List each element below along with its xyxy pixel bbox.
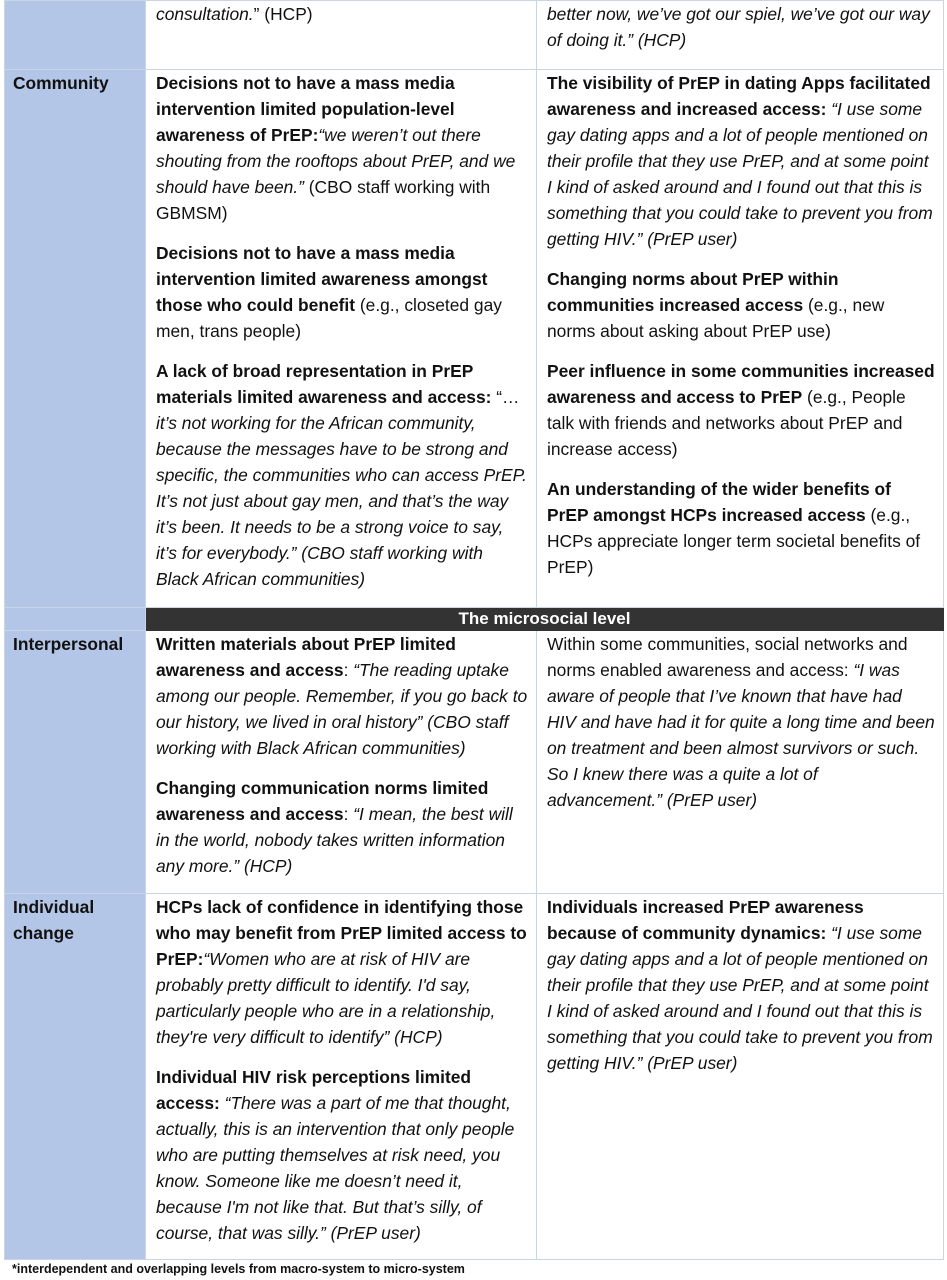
finding-heading: Changing communication norms limited awareness and access [156,778,489,824]
section-band-title: The microsocial level [146,608,944,631]
row-label: Individual change [5,894,146,1260]
quote-text: “I was aware of people that I’ve known that have had HIV and have had it for quite a long time and been on treatment and been almost survivors or such. So I knew there was a quite a lot of advancement.” (PrEP user) [547,660,935,810]
section-band-row [5,608,944,631]
row-label-empty [5,608,146,631]
finding-heading: Individual HIV risk perceptions limited access: [156,1067,472,1113]
example-text: (e.g., new norms about asking about PrEP use) [547,295,885,341]
finding-paragraph [156,358,528,592]
finding-paragraph [547,631,935,813]
finding-heading: The visibility of PrEP in dating Apps facilitated awareness and increased access: [547,73,931,119]
example-text: : [343,660,354,680]
finding-paragraph [156,894,528,1050]
finding-paragraph [156,70,528,226]
finding-text: Within some communities, social networks and norms enabled awareness and access: [547,634,908,680]
quote-text: “Women who are at risk of HIV are probably pretty difficult to identify. I'd say, particularly people who are in a relationship, they're very difficult to identify” (HCP) [156,949,496,1047]
barrier-cell [146,894,537,1260]
facilitator-cell [537,894,944,1260]
barrier-cell [146,1,537,70]
finding-heading: A lack of broad representation in PrEP materials limited awareness and access: [156,361,492,407]
quote-text: “There was a part of me that thought, actually, this is an intervention that only people who are putting themselves at risk need, you know. Someone like me doesn’t need it, because I'm not like that. But that’s silly, of course, that was silly.” (PrEP user) [156,1093,515,1243]
finding-paragraph [156,775,528,879]
quote-text: “I use some gay dating apps and a lot of people mentioned on their profile that they use PrEP, and at some point I kind of asked around and I found out that this is something that you could take to prevent you from getting HIV.” (PrEP user) [547,923,933,1073]
quote-text: “The reading uptake among our people. Remember, if you go back to our history, we lived in oral history” (CBO staff working with Black African communities) [156,660,528,758]
row-label: Interpersonal [5,631,146,894]
finding-paragraph [156,631,528,761]
finding-heading: Decisions not to have a mass media intervention limited awareness amongst those who could benefit [156,243,488,315]
example-text: (e.g., People talk with friends and networks about PrEP and increase access) [547,387,906,459]
finding-paragraph [156,1064,528,1246]
finding-paragraph [547,266,935,344]
source-text: (CBO staff working with GBMSM) [156,177,491,223]
finding-heading: HCPs lack of confidence in identifying those who may benefit from PrEP limited access to PrEP: [156,897,527,969]
source-text: ” (HCP) [253,4,313,24]
table-row-continued [5,1,944,70]
row-label-empty [5,1,146,70]
barrier-cell [146,631,537,894]
quote-text: “I mean, the best will in the world, nobody takes written information any more.” (HCP) [156,804,513,876]
table-row-community [5,70,944,608]
table-footnote: *interdependent and overlapping levels from macro-system to micro-system [12,1262,465,1276]
quote-text: consultation. [156,4,254,24]
finding-heading: An understanding of the wider benefits of PrEP amongst HCPs increased access [547,479,891,525]
finding-paragraph [547,358,935,462]
finding-paragraph [547,894,935,1076]
row-label: Community [5,70,146,608]
finding-paragraph [547,70,935,252]
results-table [4,0,944,1260]
table-row-individual-change [5,894,944,1260]
facilitator-cell [537,631,944,894]
finding-paragraph [156,240,528,344]
quote-text: “we weren’t out there shouting from the rooftops about PrEP, and we should have been.” [156,125,516,197]
example-text: : [343,804,354,824]
facilitator-cell [537,70,944,608]
finding-heading: Decisions not to have a mass media intervention limited population-level awareness of PrEP: [156,73,455,145]
example-text: (e.g., HCPs appreciate longer term societal benefits of PrEP) [547,505,921,577]
finding-heading: Peer influence in some communities increased awareness and access to PrEP [547,361,935,407]
example-text: “… [491,387,520,407]
barrier-cell [146,70,537,608]
quote-text: it’s not working for the African community, because the messages have to be strong and specific, the communities who can access PrEP. It’s not just about gay men, and that’s the way it’s been. It needs to be a strong voice to say, it’s for everybody.” (CBO staff working with Black African communities) [156,413,527,589]
finding-paragraph [547,476,935,580]
quote-text: “I use some gay dating apps and a lot of people mentioned on their profile that they use PrEP, and at some point I kind of asked around and I found out that this is something that you could take to prevent you from getting HIV.” (PrEP user) [547,99,933,249]
finding-heading: Written materials about PrEP limited awareness and access [156,634,456,680]
table-row-interpersonal [5,631,944,894]
example-text: (e.g., closeted gay men, trans people) [156,295,502,341]
finding-heading: Individuals increased PrEP awareness because of community dynamics: [547,897,864,943]
facilitator-cell [537,1,944,70]
finding-heading: Changing norms about PrEP within communities increased access [547,269,839,315]
quote-text: better now, we’ve got our spiel, we’ve got our way of doing it.” (HCP) [547,4,930,50]
